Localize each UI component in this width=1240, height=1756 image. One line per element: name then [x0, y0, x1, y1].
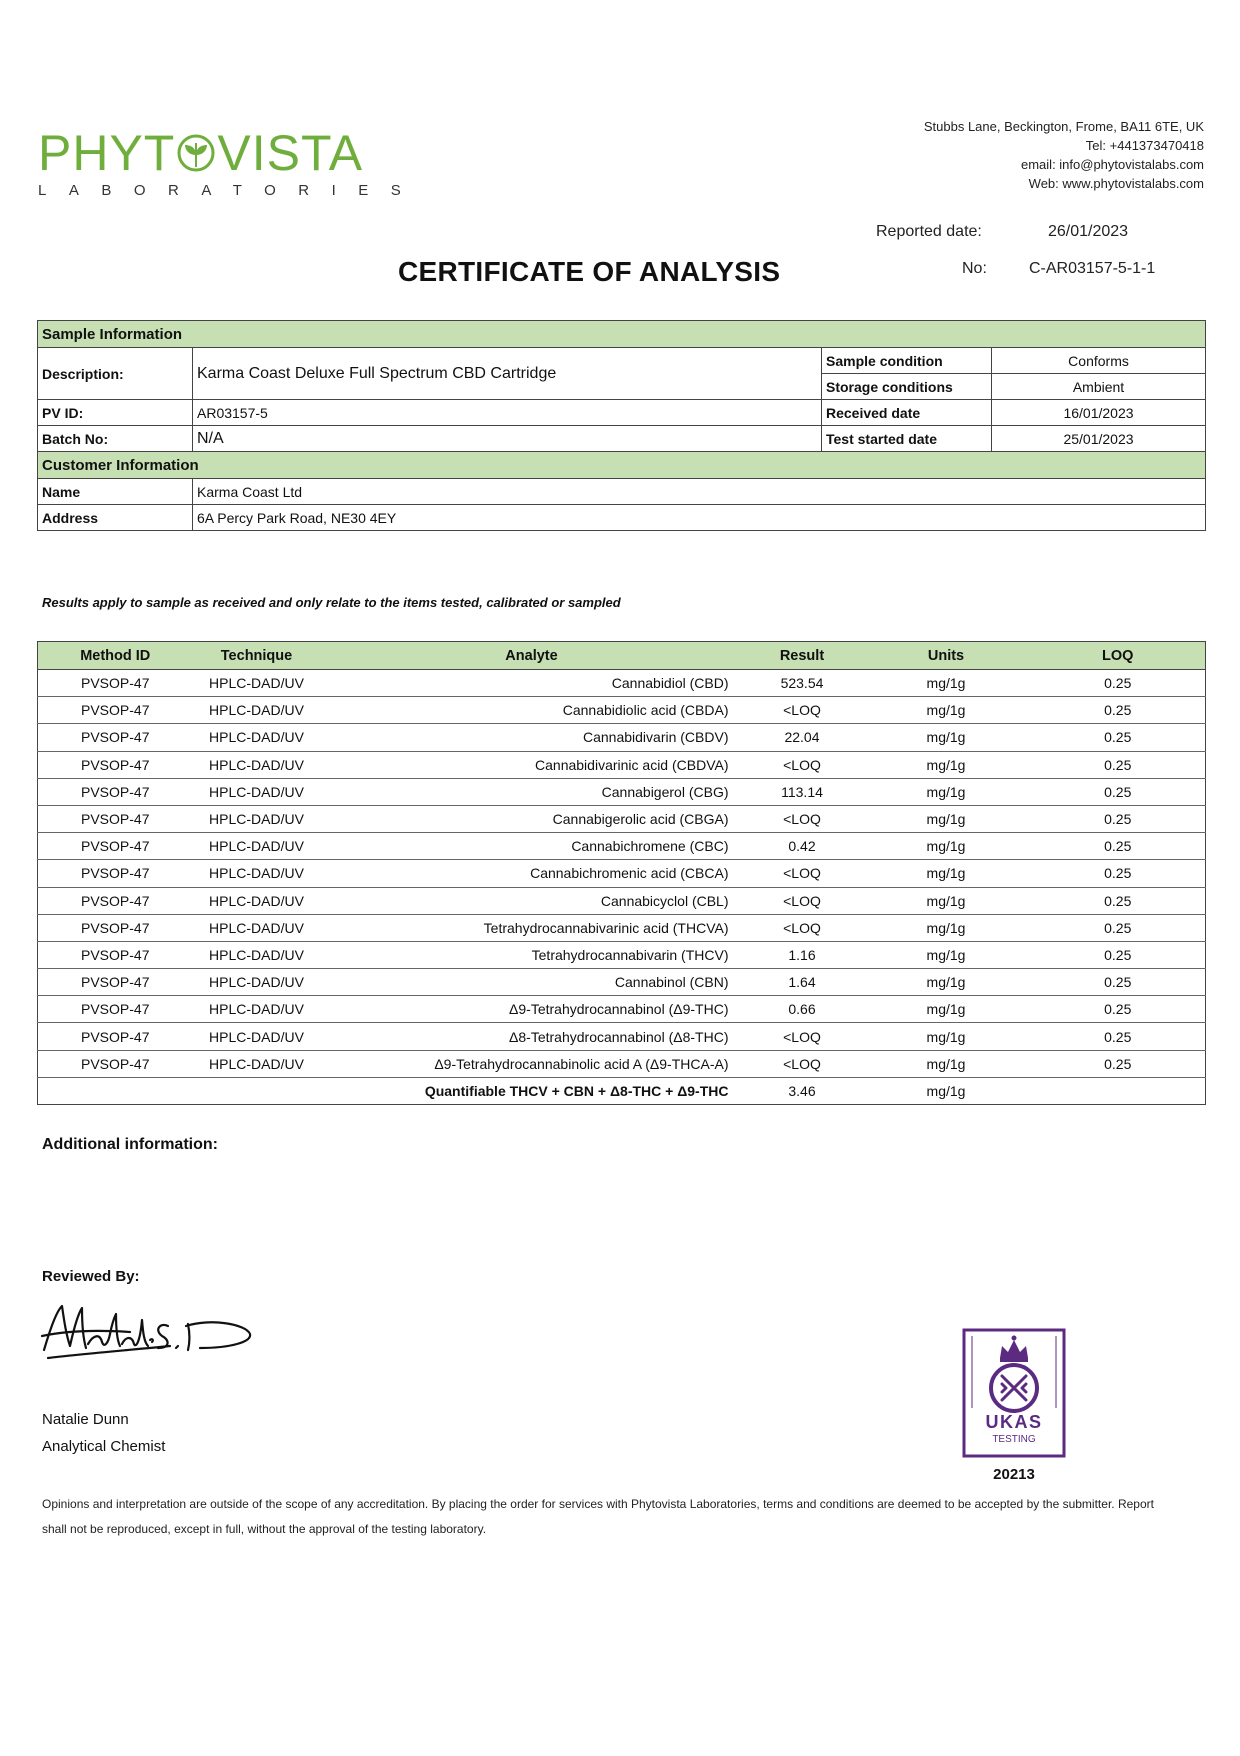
storage-conditions-value: Ambient [992, 374, 1206, 400]
results-row [38, 697, 1206, 724]
customer-address-label: Address [38, 505, 193, 531]
units-cell: mg/1g [862, 805, 1031, 832]
result-cell: <LOQ [743, 860, 862, 887]
loq-cell: 0.25 [1031, 860, 1206, 887]
sample-condition-value: Conforms [992, 348, 1206, 374]
analyte-cell: Cannabinol (CBN) [321, 969, 743, 996]
technique-cell: HPLC-DAD/UV [193, 724, 321, 751]
lab-phone: Tel: +441373470418 [1085, 138, 1204, 153]
loq-cell: 0.25 [1031, 941, 1206, 968]
total-empty-cell [1031, 1077, 1206, 1104]
sample-condition-label: Sample condition [822, 348, 992, 374]
technique-cell: HPLC-DAD/UV [193, 969, 321, 996]
leaf-o-icon [176, 133, 216, 173]
analyte-cell: Cannabichromenic acid (CBCA) [321, 860, 743, 887]
result-cell: 113.14 [743, 778, 862, 805]
ukas-testing-label: TESTING [992, 1434, 1036, 1445]
method-id-cell: PVSOP-47 [38, 914, 193, 941]
result-cell: <LOQ [743, 1023, 862, 1050]
method-id-cell: PVSOP-47 [38, 833, 193, 860]
loq-cell: 0.25 [1031, 914, 1206, 941]
ukas-number: 20213 [993, 1466, 1035, 1483]
technique-cell: HPLC-DAD/UV [193, 751, 321, 778]
units-cell: mg/1g [862, 697, 1031, 724]
loq-cell: 0.25 [1031, 887, 1206, 914]
analyte-cell: Cannabichromene (CBC) [321, 833, 743, 860]
method-id-cell: PVSOP-47 [38, 860, 193, 887]
units-cell: mg/1g [862, 751, 1031, 778]
report-no-label: No: [962, 260, 987, 277]
method-id-cell: PVSOP-47 [38, 1023, 193, 1050]
units-cell: mg/1g [862, 670, 1031, 697]
result-cell: 0.42 [743, 833, 862, 860]
storage-conditions-label: Storage conditions [822, 374, 992, 400]
loq-cell: 0.25 [1031, 751, 1206, 778]
results-row [38, 1050, 1206, 1077]
result-cell: 22.04 [743, 724, 862, 751]
total-units: mg/1g [926, 1082, 966, 1099]
results-row [38, 1023, 1206, 1050]
col-header-analyte: Analyte [321, 642, 743, 670]
analyte-cell: Cannabigerolic acid (CBGA) [321, 805, 743, 832]
method-id-cell: PVSOP-47 [38, 778, 193, 805]
result-cell: 1.16 [743, 941, 862, 968]
result-cell: 1.64 [743, 969, 862, 996]
results-row [38, 833, 1206, 860]
test-started-value: 25/01/2023 [992, 426, 1206, 452]
loq-cell: 0.25 [1031, 697, 1206, 724]
method-id-cell: PVSOP-47 [38, 697, 193, 724]
sample-info-table [37, 320, 1206, 531]
logo-subtitle: LABORATORIES [38, 182, 424, 199]
reviewer-role: Analytical Chemist [42, 1438, 166, 1455]
customer-address-value: 6A Percy Park Road, NE30 4EY [193, 505, 1206, 531]
technique-cell: HPLC-DAD/UV [193, 941, 321, 968]
units-cell: mg/1g [862, 778, 1031, 805]
lab-email: email: info@phytovistalabs.com [1021, 157, 1204, 172]
loq-cell: 0.25 [1031, 969, 1206, 996]
method-id-cell: PVSOP-47 [38, 996, 193, 1023]
ukas-accreditation-mark [962, 1328, 1066, 1458]
results-row [38, 778, 1206, 805]
col-header-technique: Technique [193, 642, 321, 670]
reported-date-label: Reported date: [876, 223, 982, 240]
technique-cell: HPLC-DAD/UV [193, 805, 321, 832]
col-header-loq: LOQ [1031, 642, 1206, 670]
results-row [38, 941, 1206, 968]
received-date-value: 16/01/2023 [992, 400, 1206, 426]
batch-label: Batch No: [38, 426, 193, 452]
technique-cell: HPLC-DAD/UV [193, 833, 321, 860]
units-cell: mg/1g [862, 1050, 1031, 1077]
analyte-cell: Cannabigerol (CBG) [321, 778, 743, 805]
results-row [38, 887, 1206, 914]
analyte-cell: Cannabidiol (CBD) [321, 670, 743, 697]
results-row [38, 860, 1206, 887]
technique-cell: HPLC-DAD/UV [193, 1023, 321, 1050]
total-result: 3.46 [788, 1082, 816, 1099]
page-title: CERTIFICATE OF ANALYSIS [398, 256, 781, 287]
loq-cell: 0.25 [1031, 1023, 1206, 1050]
method-id-cell: PVSOP-47 [38, 969, 193, 996]
analyte-cell: Δ9-Tetrahydrocannabinol (Δ9-THC) [321, 996, 743, 1023]
units-cell: mg/1g [862, 969, 1031, 996]
results-row [38, 751, 1206, 778]
result-cell: <LOQ [743, 1050, 862, 1077]
loq-cell: 0.25 [1031, 996, 1206, 1023]
units-cell: mg/1g [862, 860, 1031, 887]
technique-cell: HPLC-DAD/UV [193, 670, 321, 697]
results-table [37, 641, 1206, 1105]
method-id-cell: PVSOP-47 [38, 805, 193, 832]
test-started-label: Test started date [822, 426, 992, 452]
result-cell: 523.54 [743, 670, 862, 697]
analyte-cell: Tetrahydrocannabivarin (THCV) [321, 941, 743, 968]
additional-info-heading: Additional information: [42, 1136, 218, 1153]
result-cell: <LOQ [743, 751, 862, 778]
method-id-cell: PVSOP-47 [38, 1050, 193, 1077]
results-row [38, 670, 1206, 697]
loq-cell: 0.25 [1031, 1050, 1206, 1077]
disclaimer-text: Opinions and interpretation are outside of the scope of any accreditation. By placing the order for services with Phytovista Laboratories, terms and conditions are deemed to be accepted by the submitter. Report shall not be reproduced, except in full, without the approval of the testing laboratory. [42, 1497, 1154, 1536]
sample-info-header: Sample Information [38, 321, 1206, 348]
lab-web: Web: www.phytovistalabs.com [1028, 176, 1204, 191]
method-id-cell: PVSOP-47 [38, 724, 193, 751]
total-empty-cell [193, 1077, 321, 1104]
loq-cell: 0.25 [1031, 833, 1206, 860]
results-header-row [38, 642, 1206, 670]
result-cell: 0.66 [743, 996, 862, 1023]
method-id-cell: PVSOP-47 [38, 670, 193, 697]
units-cell: mg/1g [862, 724, 1031, 751]
batch-value: N/A [193, 426, 822, 452]
reported-date-value: 26/01/2023 [1048, 223, 1129, 240]
analyte-cell: Δ8-Tetrahydrocannabinol (Δ8-THC) [321, 1023, 743, 1050]
results-row [38, 996, 1206, 1023]
received-date-label: Received date [822, 400, 992, 426]
customer-info-header: Customer Information [38, 452, 1206, 479]
technique-cell: HPLC-DAD/UV [193, 996, 321, 1023]
method-id-cell: PVSOP-47 [38, 941, 193, 968]
units-cell: mg/1g [862, 941, 1031, 968]
results-row [38, 805, 1206, 832]
analyte-cell: Cannabicyclol (CBL) [321, 887, 743, 914]
units-cell: mg/1g [862, 833, 1031, 860]
result-cell: <LOQ [743, 805, 862, 832]
results-row [38, 724, 1206, 751]
result-cell: <LOQ [743, 887, 862, 914]
lab-address-line: Stubbs Lane, Beckington, Frome, BA11 6TE, UK [923, 119, 1204, 134]
pvid-value: AR03157-5 [193, 400, 822, 426]
total-label: Quantifiable THCV + CBN + Δ8-THC + Δ9-THC [424, 1082, 729, 1099]
technique-cell: HPLC-DAD/UV [193, 887, 321, 914]
col-header-result: Result [743, 642, 862, 670]
loq-cell: 0.25 [1031, 724, 1206, 751]
units-cell: mg/1g [862, 914, 1031, 941]
col-header-units: Units [862, 642, 1031, 670]
analyte-cell: Cannabidivarin (CBDV) [321, 724, 743, 751]
method-id-cell: PVSOP-47 [38, 887, 193, 914]
technique-cell: HPLC-DAD/UV [193, 778, 321, 805]
technique-cell: HPLC-DAD/UV [193, 914, 321, 941]
lab-address-block [924, 117, 1204, 193]
units-cell: mg/1g [862, 996, 1031, 1023]
reviewed-by-heading: Reviewed By: [42, 1268, 140, 1285]
technique-cell: HPLC-DAD/UV [193, 697, 321, 724]
reviewer-name: Natalie Dunn [42, 1411, 129, 1428]
result-cell: <LOQ [743, 914, 862, 941]
units-cell: mg/1g [862, 887, 1031, 914]
loq-cell: 0.25 [1031, 670, 1206, 697]
analyte-cell: Tetrahydrocannabivarinic acid (THCVA) [321, 914, 743, 941]
reviewer-signature [40, 1300, 254, 1372]
result-cell: <LOQ [743, 697, 862, 724]
ukas-wordmark: UKAS [985, 1412, 1043, 1432]
analyte-cell: Cannabidiolic acid (CBDA) [321, 697, 743, 724]
customer-name-value: Karma Coast Ltd [193, 479, 1206, 505]
results-body [38, 670, 1206, 1105]
col-header-method-id: Method ID [38, 642, 193, 670]
description-label: Description: [38, 348, 193, 400]
loq-cell: 0.25 [1031, 805, 1206, 832]
technique-cell: HPLC-DAD/UV [193, 1050, 321, 1077]
logo-text-part-1: PHYT [38, 125, 176, 181]
method-id-cell: PVSOP-47 [38, 751, 193, 778]
logo-wordmark [38, 125, 368, 181]
units-cell: mg/1g [862, 1023, 1031, 1050]
results-row [38, 914, 1206, 941]
total-row [38, 1077, 1206, 1104]
results-row [38, 969, 1206, 996]
total-empty-cell [38, 1077, 193, 1104]
loq-cell: 0.25 [1031, 778, 1206, 805]
customer-name-label: Name [38, 479, 193, 505]
report-no-value: C-AR03157-5-1-1 [1029, 260, 1156, 277]
analyte-cell: Cannabidivarinic acid (CBDVA) [321, 751, 743, 778]
pvid-label: PV ID: [38, 400, 193, 426]
phytovista-logo [38, 125, 424, 199]
technique-cell: HPLC-DAD/UV [193, 860, 321, 887]
logo-text-part-2: VISTA [217, 125, 364, 181]
analyte-cell: Δ9-Tetrahydrocannabinolic acid A (Δ9-THCA-A) [321, 1050, 743, 1077]
description-value: Karma Coast Deluxe Full Spectrum CBD Cartridge [193, 348, 822, 400]
results-scope-note: Results apply to sample as received and only relate to the items tested, calibrated or sampled [42, 595, 621, 610]
